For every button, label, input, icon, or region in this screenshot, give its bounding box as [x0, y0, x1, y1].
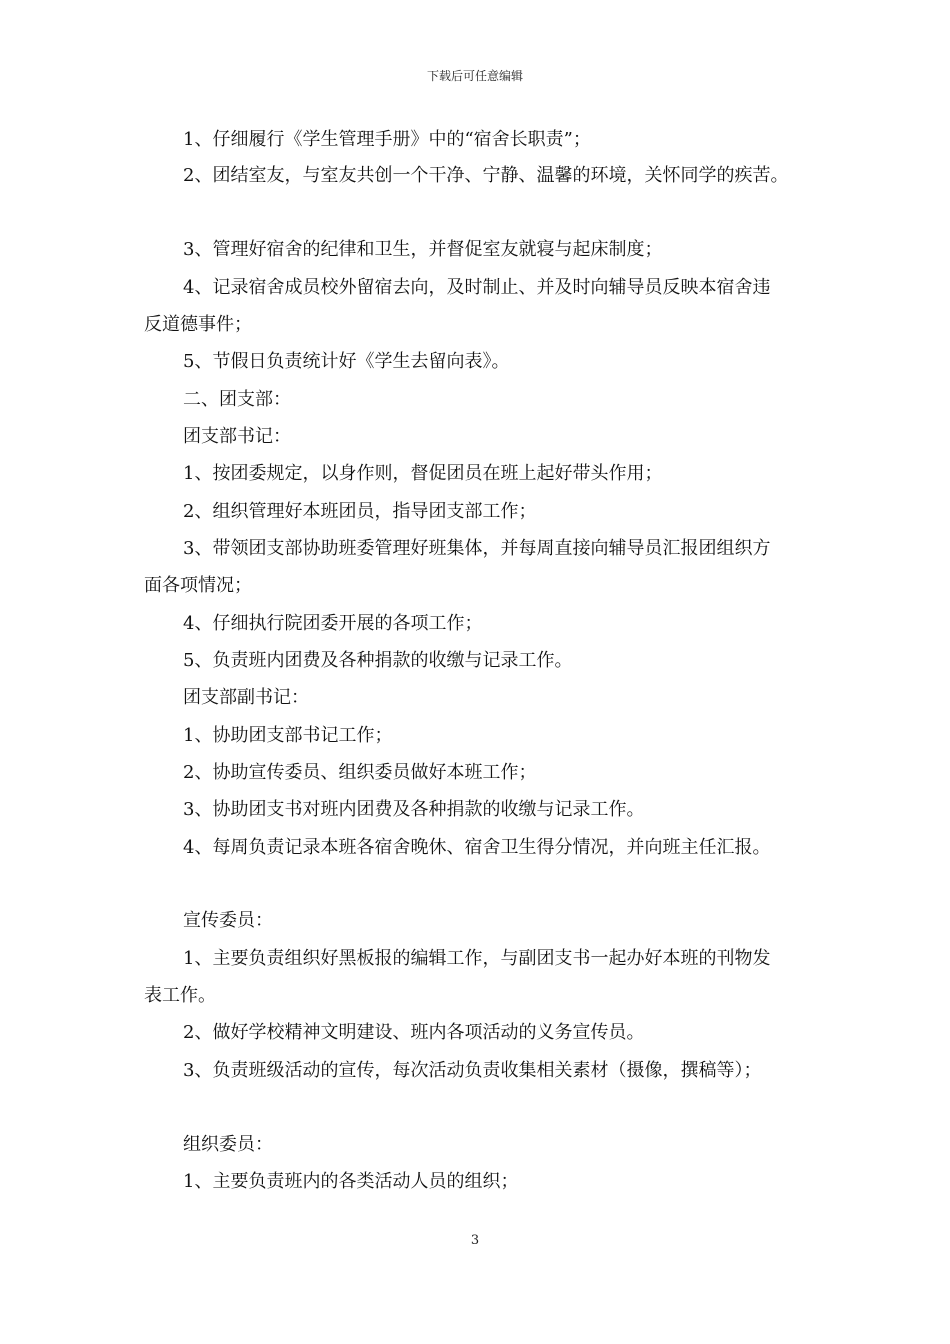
section-heading: 二、团支部： [183, 389, 291, 410]
text-line: 1、主要负责班内的各类活动人员的组织； [183, 1171, 519, 1192]
text-line: 2、协助宣传委员、组织委员做好本班工作； [183, 762, 537, 783]
text-line: 3、管理好宿舍的纪律和卫生，并督促室友就寝与起床制度； [183, 239, 663, 260]
subsection-heading: 组织委员： [183, 1134, 273, 1155]
subsection-heading: 宣传委员： [183, 910, 273, 931]
subsection-heading: 团支部副书记： [183, 687, 309, 708]
subsection-heading: 团支部书记： [183, 426, 291, 447]
text-line: 2、组织管理好本班团员，指导团支部工作； [183, 501, 537, 522]
text-line: 3、协助团支书对班内团费及各种捐款的收缴与记录工作。 [183, 799, 645, 820]
text-line: 3、负责班级活动的宣传，每次活动负责收集相关素材（摄像，撰稿等）； [183, 1060, 762, 1081]
page-header: 下载后可任意编辑 [426, 69, 523, 83]
text-line: 2、团结室友，与室友共创一个干净、宁静、温馨的环境，关怀同学的疾苦。 [183, 165, 789, 186]
text-line: 1、协助团支部书记工作； [183, 725, 393, 746]
text-line: 2、做好学校精神文明建设、班内各项活动的义务宣传员。 [183, 1022, 645, 1043]
text-line: 4、记录宿舍成员校外留宿去向，及时制止、并及时向辅导员反映本宿舍违 [183, 277, 771, 298]
text-line: 3、带领团支部协助班委管理好班集体，并每周直接向辅导员汇报团组织方 [183, 538, 771, 559]
page-number: 3 [470, 1233, 480, 1248]
text-line: 5、负责班内团费及各种捐款的收缴与记录工作。 [183, 650, 573, 671]
text-line: 1、仔细履行《学生管理手册》中的“宿舍长职责”； [183, 129, 591, 150]
text-line: 面各项情况； [144, 575, 252, 596]
text-line: 5、节假日负责统计好《学生去留向表》。 [183, 351, 510, 372]
text-line: 反道德事件； [144, 314, 252, 335]
text-line: 1、主要负责组织好黑板报的编辑工作，与副团支书一起办好本班的刊物发 [183, 948, 771, 969]
text-line: 1、按团委规定，以身作则，督促团员在班上起好带头作用； [183, 463, 663, 484]
text-line: 4、仔细执行院团委开展的各项工作； [183, 613, 483, 634]
text-line: 4、每周负责记录本班各宿舍晚休、宿舍卫生得分情况，并向班主任汇报。 [183, 837, 771, 858]
text-line: 表工作。 [144, 985, 216, 1006]
